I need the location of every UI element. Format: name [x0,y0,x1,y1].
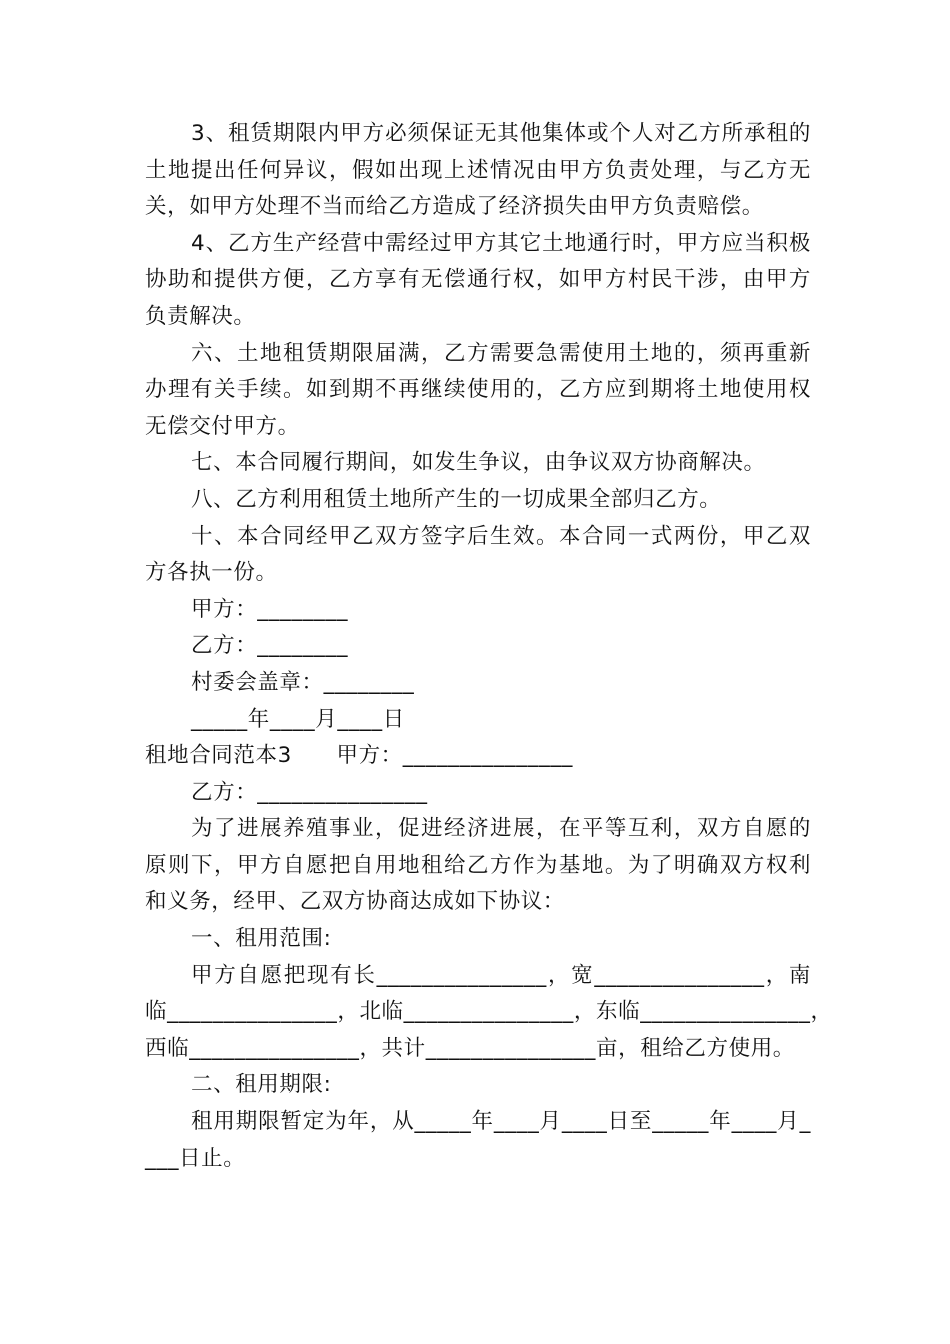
text-line: 租用期限暂定为年，从_____年____月____日至_____年____月_ [191,1109,811,1135]
text-line: 无偿交付甲方。 [145,413,300,439]
text-line: 协助和提供方便，乙方享有无偿通行权，如甲方村民干涉，由甲方 [145,267,811,293]
text-line: 土地提出任何异议，假如出现上述情况由甲方负责处理，与乙方无 [145,157,811,183]
text-line: 临_______________，北临_______________，东临_______________， [145,999,833,1025]
text-line: 十、本合同经甲乙双方签字后生效。本合同一式两份，甲乙双 [191,523,811,549]
text-line: 一、租用范围: [191,926,332,952]
text-line: 关，如甲方处理不当而给乙方造成了经济损失由甲方负责赔偿。 [145,194,764,220]
text-line: 六、土地租赁期限届满，乙方需要急需使用土地的，须再重新 [191,340,811,366]
text-line: 和义务，经甲、乙双方协商达成如下协议： [145,889,565,915]
text-line: ___日止。 [145,1145,246,1171]
text-line: 为了进展养殖事业，促进经济进展，在平等互利，双方自愿的 [191,816,811,842]
text-line: 方各执一份。 [145,560,278,586]
text-line: 负责解决。 [145,303,256,329]
text-line: 办理有关手续。如到期不再继续使用的，乙方应到期将土地使用权 [145,377,811,403]
text-line: 乙方：________ [191,633,349,659]
text-line: 乙方：_______________ [191,779,428,805]
text-line: 村委会盖章：________ [191,669,415,695]
text-line: 原则下，甲方自愿把自用地租给乙方作为基地。为了明确双方权利 [145,852,811,878]
text-line: 甲方自愿把现有长_______________，宽_______________，南 [191,962,811,988]
text-line: 3、租赁期限内甲方必须保证无其他集体或个人对乙方所承租的 [191,121,811,146]
text-line: 七、本合同履行期间，如发生争议，由争议双方协商解决。 [191,450,766,476]
text-line: 甲方：________ [191,596,349,622]
text-line: 西临_______________，共计_______________亩，租给乙方使用。 [145,1035,795,1061]
text-line: 租地合同范本3 甲方：_______________ [145,743,574,769]
text-line: 八、乙方利用租赁土地所产生的一切成果全部归乙方。 [191,486,722,512]
text-line: 二、租用期限: [191,1072,332,1098]
document-body [145,116,833,1177]
text-line: 4、乙方生产经营中需经过甲方其它土地通行时，甲方应当积极 [191,230,811,256]
text-line: _____年____月____日 [191,706,405,732]
